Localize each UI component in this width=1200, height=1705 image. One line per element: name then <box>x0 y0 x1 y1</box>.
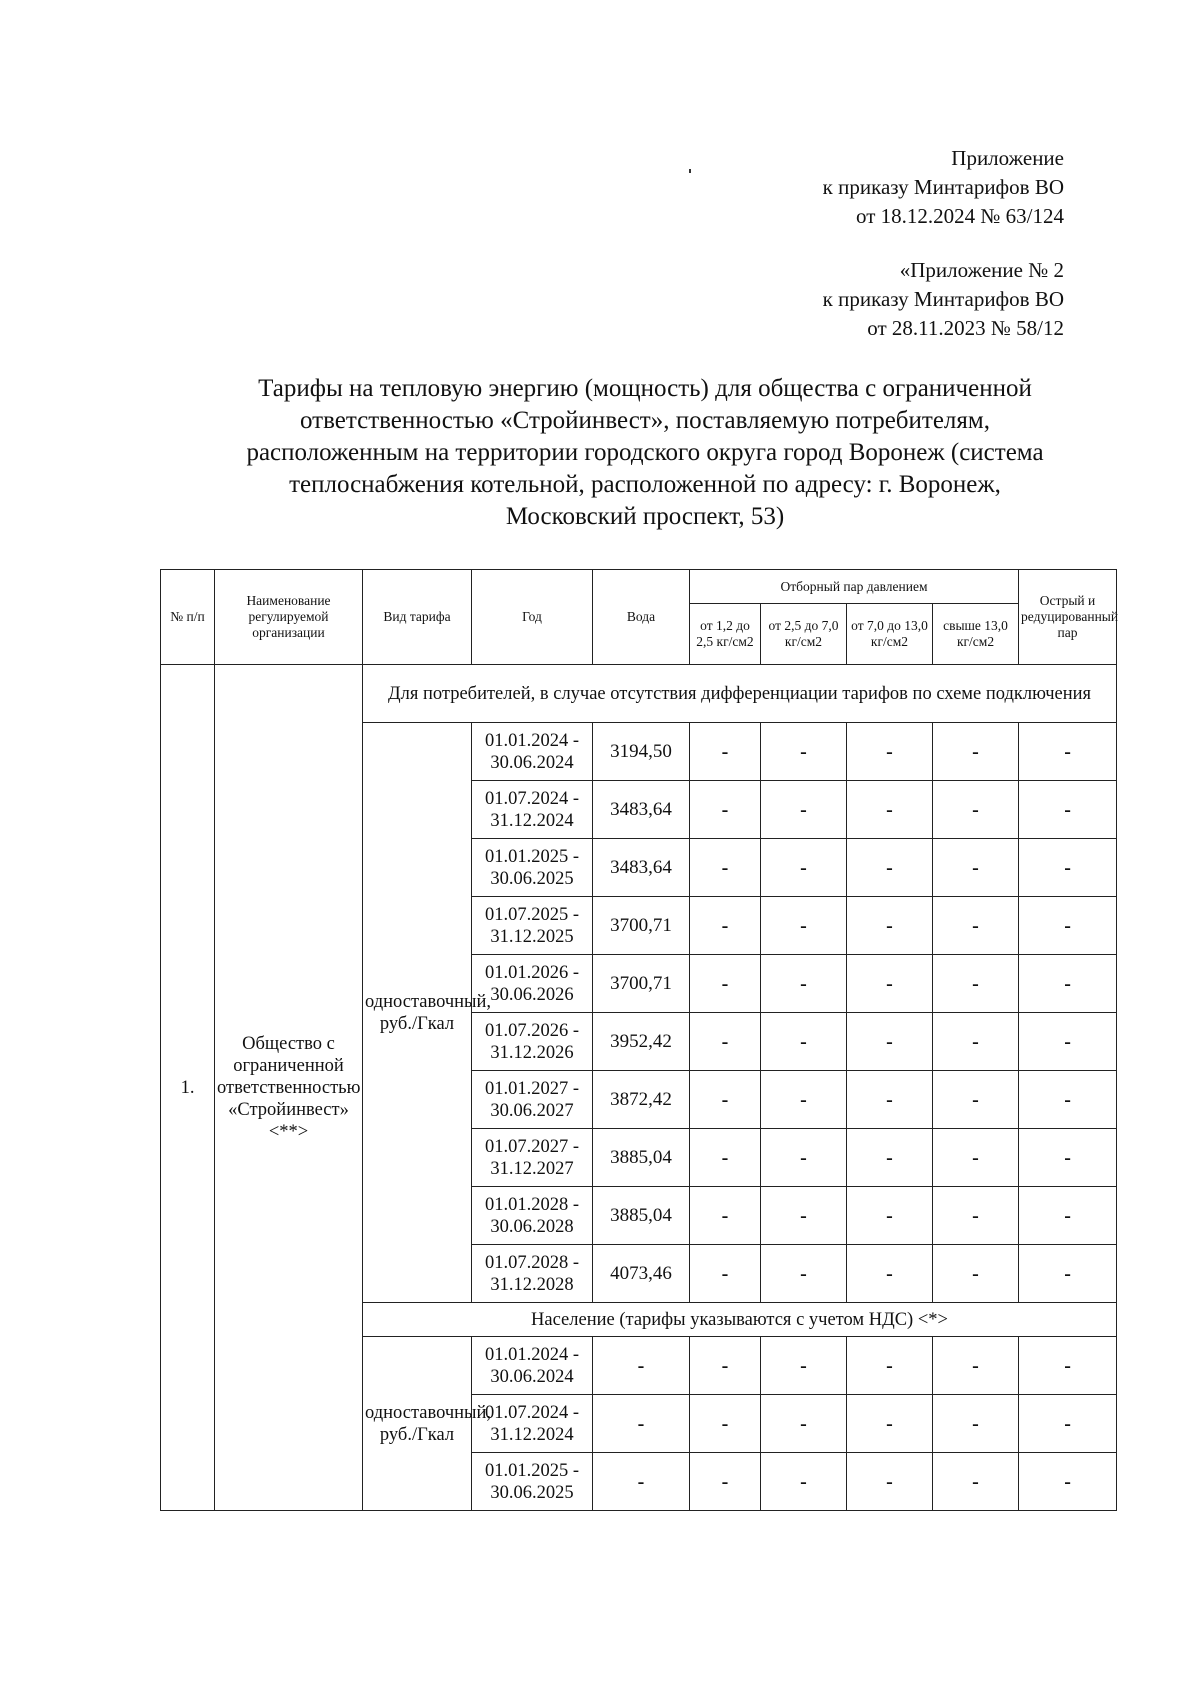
empty-value-cell: - <box>847 839 933 897</box>
empty-value-cell: - <box>847 1013 933 1071</box>
period-cell: 01.01.2024 - 30.06.2024 <box>472 723 593 781</box>
section-row-consumers <box>161 665 1117 723</box>
period-cell: 01.07.2026 - 31.12.2026 <box>472 1013 593 1071</box>
empty-value-cell: - <box>761 897 847 955</box>
water-value-cell: 3700,71 <box>593 955 690 1013</box>
period-cell: 01.01.2025 - 30.06.2025 <box>472 1453 593 1511</box>
empty-value-cell: - <box>690 839 761 897</box>
section-heading-consumers: Для потребителей, в случае отсутствия дифференциации тарифов по схеме подключения <box>363 665 1117 723</box>
empty-value-cell: - <box>761 955 847 1013</box>
empty-value-cell: - <box>847 955 933 1013</box>
empty-value-cell: - <box>690 1395 761 1453</box>
appendix-line: к приказу Минтарифов ВО <box>822 175 1064 199</box>
empty-value-cell: - <box>847 1395 933 1453</box>
title-line: расположенным на территории городского округа город Воронеж (система <box>246 439 1044 466</box>
empty-value-cell: - <box>933 1337 1019 1395</box>
appendix-line: Приложение <box>951 146 1064 170</box>
water-value-cell: - <box>593 1337 690 1395</box>
title-line: ответственностью «Стройинвест», поставляемую потребителям, <box>300 407 990 434</box>
empty-value-cell: - <box>690 1245 761 1303</box>
empty-value-cell: - <box>847 1453 933 1511</box>
empty-value-cell: - <box>690 1453 761 1511</box>
title-line: теплоснабжения котельной, расположенной по адресу: г. Воронеж, <box>289 471 1001 498</box>
water-value-cell: 3700,71 <box>593 897 690 955</box>
empty-value-cell: - <box>690 1013 761 1071</box>
period-cell: 01.07.2028 - 31.12.2028 <box>472 1245 593 1303</box>
empty-value-cell: - <box>761 781 847 839</box>
empty-value-cell: - <box>1019 1129 1117 1187</box>
water-value-cell: 3952,42 <box>593 1013 690 1071</box>
empty-value-cell: - <box>1019 1187 1117 1245</box>
empty-value-cell: - <box>1019 1071 1117 1129</box>
empty-value-cell: - <box>761 1071 847 1129</box>
empty-value-cell: - <box>690 723 761 781</box>
period-cell: 01.07.2025 - 31.12.2025 <box>472 897 593 955</box>
appendix-line: «Приложение № 2 <box>899 258 1064 282</box>
empty-value-cell: - <box>690 1337 761 1395</box>
header-water: Вода <box>593 570 690 665</box>
empty-value-cell: - <box>933 781 1019 839</box>
empty-value-cell: - <box>1019 955 1117 1013</box>
empty-value-cell: - <box>933 1395 1019 1453</box>
title-line: Московский проспект, 53) <box>505 503 785 530</box>
water-value-cell: 3885,04 <box>593 1129 690 1187</box>
water-value-cell: 3483,64 <box>593 839 690 897</box>
empty-value-cell: - <box>761 1129 847 1187</box>
empty-value-cell: - <box>933 1453 1019 1511</box>
period-cell: 01.01.2027 - 30.06.2027 <box>472 1071 593 1129</box>
empty-value-cell: - <box>847 1071 933 1129</box>
row-number: 1. <box>161 665 215 1511</box>
period-cell: 01.01.2024 - 30.06.2024 <box>472 1337 593 1395</box>
appendix-reference-current <box>823 144 1064 231</box>
empty-value-cell: - <box>847 897 933 955</box>
empty-value-cell: - <box>1019 839 1117 897</box>
header-steam-group: Отборный пар давлением <box>690 570 1019 604</box>
empty-value-cell: - <box>761 1395 847 1453</box>
empty-value-cell: - <box>690 1187 761 1245</box>
header-num: № п/п <box>161 570 215 665</box>
empty-value-cell: - <box>1019 1013 1117 1071</box>
organization-name: Общество с ограниченной ответственностью «Стройинвест» <**> <box>215 665 363 1511</box>
empty-value-cell: - <box>761 1013 847 1071</box>
scan-speck <box>689 169 691 173</box>
empty-value-cell: - <box>847 1245 933 1303</box>
appendix-line: от 28.11.2023 № 58/12 <box>867 316 1064 340</box>
empty-value-cell: - <box>761 839 847 897</box>
period-cell: 01.07.2024 - 31.12.2024 <box>472 1395 593 1453</box>
header-pressure-1: от 1,2 до 2,5 кг/см2 <box>690 604 761 665</box>
empty-value-cell: - <box>1019 1395 1117 1453</box>
header-org: Наименование регулируемой организации <box>215 570 363 665</box>
period-cell: 01.01.2025 - 30.06.2025 <box>472 839 593 897</box>
empty-value-cell: - <box>1019 1337 1117 1395</box>
water-value-cell: 4073,46 <box>593 1245 690 1303</box>
empty-value-cell: - <box>933 955 1019 1013</box>
title-line: Тарифы на тепловую энергию (мощность) для общества с ограниченной <box>258 375 1032 402</box>
empty-value-cell: - <box>761 1337 847 1395</box>
period-cell: 01.01.2028 - 30.06.2028 <box>472 1187 593 1245</box>
empty-value-cell: - <box>690 1071 761 1129</box>
empty-value-cell: - <box>1019 781 1117 839</box>
header-pressure-4: свыше 13,0 кг/см2 <box>933 604 1019 665</box>
empty-value-cell: - <box>1019 1245 1117 1303</box>
empty-value-cell: - <box>933 897 1019 955</box>
period-cell: 01.01.2026 - 30.06.2026 <box>472 955 593 1013</box>
tariff-type-cell: одноставочный, руб./Гкал <box>363 1337 472 1511</box>
section-heading-population: Население (тарифы указываются с учетом НДС) <*> <box>363 1303 1117 1337</box>
empty-value-cell: - <box>761 1245 847 1303</box>
water-value-cell: - <box>593 1453 690 1511</box>
empty-value-cell: - <box>933 1129 1019 1187</box>
water-value-cell: 3885,04 <box>593 1187 690 1245</box>
empty-value-cell: - <box>1019 723 1117 781</box>
empty-value-cell: - <box>933 1071 1019 1129</box>
empty-value-cell: - <box>761 1453 847 1511</box>
appendix-reference-original <box>823 256 1064 343</box>
tariff-table <box>160 569 1117 1511</box>
empty-value-cell: - <box>933 1187 1019 1245</box>
header-pressure-2: от 2,5 до 7,0 кг/см2 <box>761 604 847 665</box>
empty-value-cell: - <box>761 723 847 781</box>
empty-value-cell: - <box>933 839 1019 897</box>
header-tariff-type: Вид тарифа <box>363 570 472 665</box>
empty-value-cell: - <box>690 781 761 839</box>
empty-value-cell: - <box>933 1013 1019 1071</box>
empty-value-cell: - <box>933 1245 1019 1303</box>
period-cell: 01.07.2024 - 31.12.2024 <box>472 781 593 839</box>
water-value-cell: 3872,42 <box>593 1071 690 1129</box>
empty-value-cell: - <box>1019 1453 1117 1511</box>
water-value-cell: - <box>593 1395 690 1453</box>
empty-value-cell: - <box>761 1187 847 1245</box>
tariff-type-cell: одноставочный, руб./Гкал <box>363 723 472 1303</box>
period-cell: 01.07.2027 - 31.12.2027 <box>472 1129 593 1187</box>
empty-value-cell: - <box>690 897 761 955</box>
appendix-line: от 18.12.2024 № 63/124 <box>855 204 1064 228</box>
empty-value-cell: - <box>847 723 933 781</box>
appendix-line: к приказу Минтарифов ВО <box>822 287 1064 311</box>
document-title <box>160 373 1130 533</box>
empty-value-cell: - <box>847 1337 933 1395</box>
empty-value-cell: - <box>847 781 933 839</box>
water-value-cell: 3483,64 <box>593 781 690 839</box>
header-year: Год <box>472 570 593 665</box>
header-pressure-3: от 7,0 до 13,0 кг/см2 <box>847 604 933 665</box>
empty-value-cell: - <box>847 1187 933 1245</box>
empty-value-cell: - <box>1019 897 1117 955</box>
empty-value-cell: - <box>690 1129 761 1187</box>
water-value-cell: 3194,50 <box>593 723 690 781</box>
empty-value-cell: - <box>933 723 1019 781</box>
empty-value-cell: - <box>690 955 761 1013</box>
header-sharp-steam: Острый и редуцированный пар <box>1019 570 1117 665</box>
empty-value-cell: - <box>847 1129 933 1187</box>
